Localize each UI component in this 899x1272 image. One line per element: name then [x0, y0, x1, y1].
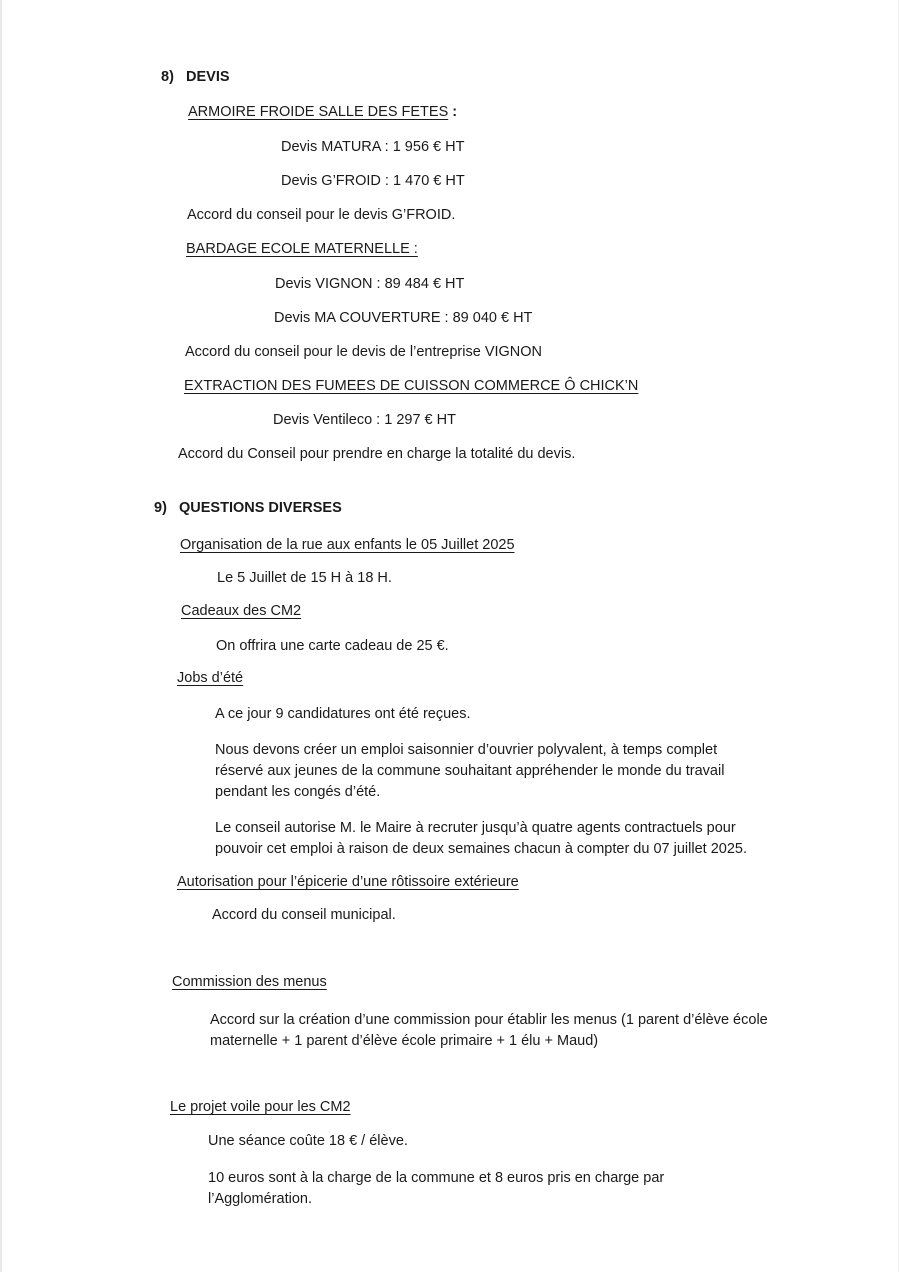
menus-text: Accord sur la création d’une commission pour établir les menus (1 parent d’élève école maternelle + 1 parent d’élève école primaire + 1 élu + Maud)	[210, 1012, 768, 1049]
armoire-heading-colon: :	[448, 104, 458, 120]
armoire-quote-gfroid: Devis G’FROID : 1 470 € HT	[281, 173, 465, 189]
rotissoire-text: Accord du conseil municipal.	[212, 907, 396, 923]
rue-text: Le 5 Juillet de 15 H à 18 H.	[217, 570, 392, 586]
armoire-heading	[188, 103, 457, 122]
rue-heading: Organisation de la rue aux enfants le 05 Juillet 2025	[180, 537, 515, 553]
section-9-title: QUESTIONS DIVERSES	[179, 500, 342, 516]
section-9-number: 9)	[154, 500, 167, 516]
bardage-quote-ma-couverture: Devis MA COUVERTURE : 89 040 € HT	[274, 310, 533, 326]
jobs-heading: Jobs d’été	[177, 670, 244, 686]
bardage-heading: BARDAGE ECOLE MATERNELLE :	[186, 241, 418, 257]
extraction-decision: Accord du Conseil pour prendre en charge la totalité du devis.	[178, 446, 576, 462]
armoire-quote-matura: Devis MATURA : 1 956 € HT	[281, 139, 465, 155]
section-8-number: 8)	[161, 69, 174, 85]
cadeaux-text: On offrira une carte cadeau de 25 €.	[216, 638, 449, 654]
section-9-heading	[154, 499, 342, 518]
cadeaux-heading: Cadeaux des CM2	[181, 603, 302, 619]
section-8-heading	[161, 68, 230, 87]
jobs-text-emploi: Nous devons créer un emploi saisonnier d’ouvrier polyvalent, à temps complet réservé aux jeunes de la commune souhaitant appréhender le monde du travail pendant les congés d’été.	[215, 742, 725, 800]
jobs-text-recrutement: Le conseil autorise M. le Maire à recruter jusqu’à quatre agents contractuels pour pouvoir cet emploi à raison de deux semaines chacun à compter du 07 juillet 2025.	[215, 820, 747, 857]
scan-left-edge	[0, 0, 2, 1272]
bardage-quote-vignon: Devis VIGNON : 89 484 € HT	[275, 276, 465, 292]
extraction-quote-ventileco: Devis Ventileco : 1 297 € HT	[273, 412, 456, 428]
rotissoire-heading: Autorisation pour l’épicerie d’une rôtissoire extérieure	[177, 874, 519, 890]
extraction-heading: EXTRACTION DES FUMEES DE CUISSON COMMERCE Ô CHICK’N	[184, 378, 639, 394]
voile-heading: Le projet voile pour les CM2	[170, 1099, 351, 1115]
armoire-decision: Accord du conseil pour le devis G’FROID.	[187, 207, 456, 223]
section-8-title: DEVIS	[186, 69, 230, 85]
voile-text-seance: Une séance coûte 18 € / élève.	[208, 1133, 408, 1149]
voile-text-financement: 10 euros sont à la charge de la commune et 8 euros pris en charge par l’Agglomération.	[208, 1170, 665, 1207]
armoire-heading-text: ARMOIRE FROIDE SALLE DES FETES	[188, 104, 449, 120]
jobs-text-candidatures: A ce jour 9 candidatures ont été reçues.	[215, 706, 471, 722]
menus-heading: Commission des menus	[172, 974, 327, 990]
bardage-decision: Accord du conseil pour le devis de l’entreprise VIGNON	[185, 344, 543, 360]
